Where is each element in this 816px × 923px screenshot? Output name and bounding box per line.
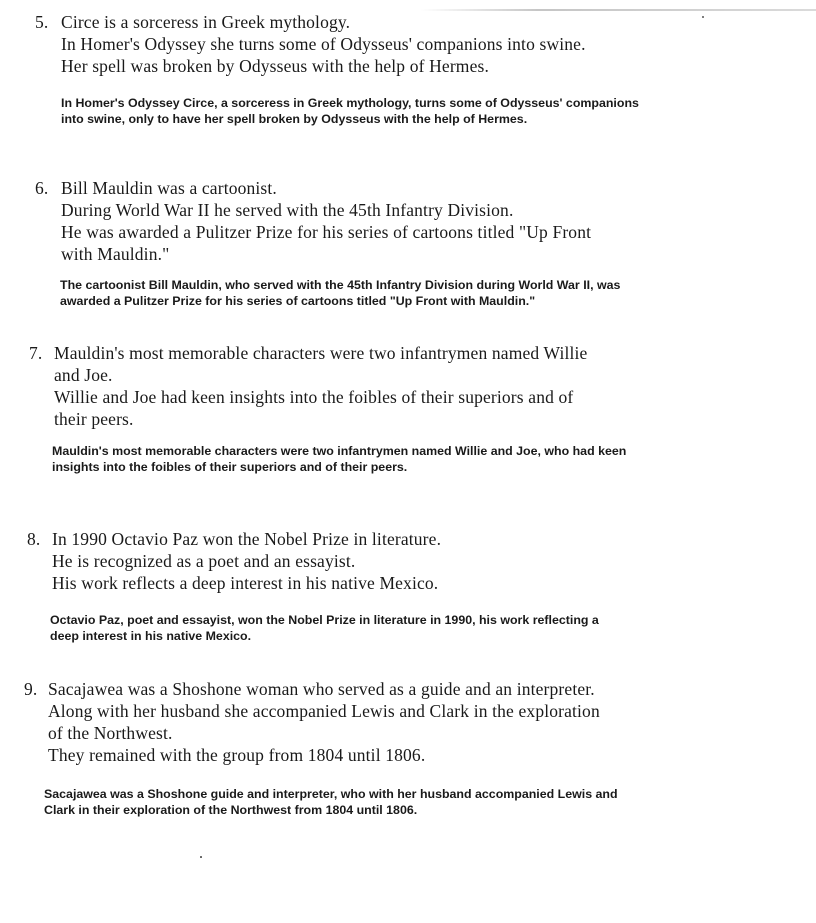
original-sentences — [61, 177, 591, 265]
original-line: with Mauldin." — [61, 244, 170, 264]
combined-line: Mauldin's most memorable characters were two infantrymen named Willie and Joe, who had keen — [52, 444, 627, 458]
original-line: During World War II he served with the 45th Infantry Division. — [61, 200, 514, 220]
combined-sentence — [60, 277, 620, 309]
original-line: their peers. — [54, 409, 134, 429]
original-line: Along with her husband she accompanied Lewis and Clark in the exploration — [48, 701, 600, 721]
combined-sentence — [61, 95, 639, 127]
original-line: In Homer's Odyssey she turns some of Odysseus' companions into swine. — [61, 34, 586, 54]
combined-line: Sacajawea was a Shoshone guide and interpreter, who with her husband accompanied Lewis and — [44, 787, 618, 801]
original-line: His work reflects a deep interest in his native Mexico. — [52, 573, 439, 593]
item-number: 9. — [24, 679, 38, 699]
combined-line: In Homer's Odyssey Circe, a sorceress in Greek mythology, turns some of Odysseus' companions — [61, 96, 639, 110]
scan-speck — [702, 16, 704, 18]
combined-sentence — [44, 786, 618, 818]
original-line: He was awarded a Pulitzer Prize for his series of cartoons titled "Up Front — [61, 222, 592, 242]
item-number: 7. — [29, 343, 43, 363]
original-line: He is recognized as a poet and an essayist. — [52, 551, 356, 571]
original-line: They remained with the group from 1804 until 1806. — [48, 745, 426, 765]
original-line: In 1990 Octavio Paz won the Nobel Prize in literature. — [52, 529, 442, 549]
item-number: 5. — [35, 12, 49, 32]
original-line: Willie and Joe had keen insights into the foibles of their superiors and of — [54, 387, 574, 407]
original-line: Sacajawea was a Shoshone woman who served as a guide and an interpreter. — [48, 679, 595, 699]
combined-line: deep interest in his native Mexico. — [50, 629, 252, 643]
original-sentences — [48, 678, 600, 766]
combined-line: Octavio Paz, poet and essayist, won the Nobel Prize in literature in 1990, his work reflecting a — [50, 613, 599, 627]
original-line: Mauldin's most memorable characters were two infantrymen named Willie — [54, 343, 588, 363]
item-number: 6. — [35, 178, 49, 198]
combined-sentence — [52, 443, 626, 475]
combined-sentence — [50, 612, 599, 644]
original-line: Circe is a sorceress in Greek mythology. — [61, 12, 351, 32]
combined-line: Clark in their exploration of the Northwest from 1804 until 1806. — [44, 803, 418, 817]
original-line: Bill Mauldin was a cartoonist. — [61, 178, 277, 198]
original-sentences — [61, 11, 586, 77]
original-line: Her spell was broken by Odysseus with the help of Hermes. — [61, 56, 489, 76]
original-sentences — [54, 342, 587, 430]
original-line: of the Northwest. — [48, 723, 173, 743]
combined-line: awarded a Pulitzer Prize for his series of cartoons titled "Up Front with Mauldin." — [60, 294, 536, 308]
scan-speck — [200, 856, 202, 858]
item-number: 8. — [27, 529, 41, 549]
original-line: and Joe. — [54, 365, 113, 385]
original-sentences — [52, 528, 441, 594]
combined-line: into swine, only to have her spell broken by Odysseus with the help of Hermes. — [61, 112, 528, 126]
combined-line: The cartoonist Bill Mauldin, who served with the 45th Infantry Division during World War II, was — [60, 278, 621, 292]
combined-line: insights into the foibles of their superiors and of their peers. — [52, 460, 408, 474]
